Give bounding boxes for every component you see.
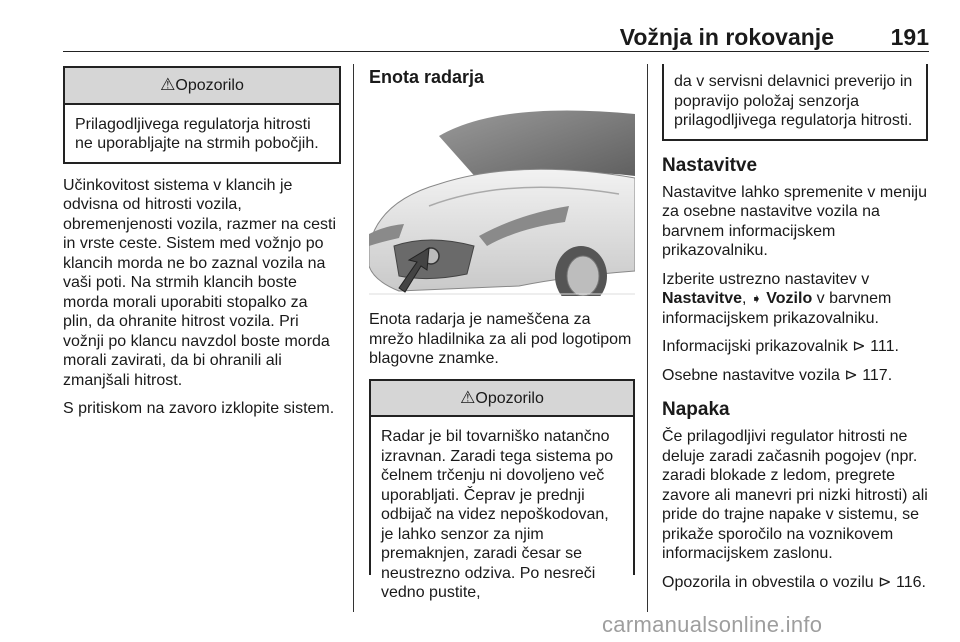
warning-header [371, 381, 633, 418]
middle-column [369, 66, 635, 601]
menu-path-vehicle: Vozilo [766, 290, 813, 307]
text: Opozorila in obvestila o vozilu [662, 573, 874, 591]
page-number: 191 [890, 24, 929, 50]
page-reference: 111. [870, 338, 899, 355]
chapter-title: Vožnja in rokovanje [619, 24, 834, 50]
text: , [742, 290, 751, 307]
text: Osebne nastavitve vozila [662, 366, 840, 384]
page-reference-icon: ⊳ [878, 573, 892, 591]
warning-box [369, 379, 635, 601]
text: v barvnem informacijskem prikazovalniku. [662, 290, 892, 327]
paragraph: S pritiskom na zavoro izklopite sistem. [63, 400, 335, 417]
page-reference: 117. [862, 366, 893, 384]
page-reference: 116. [895, 573, 926, 591]
warning-title: Opozorilo [475, 389, 544, 407]
paragraph [662, 337, 928, 357]
paragraph: Če prilagodljivi regulator hitrosti ne deluje zaradi začasnih pogojev (npr. zaradi blokade z ledom, pregrete zavore ali manevri pri nizki hitrosti) ali pride do trajne napake v sistemu, se prikaže sporočilo na voznikovem informacijskem zaslonu. [662, 428, 928, 562]
paragraph: Nastavitve lahko spremenite v meniju za osebne nastavitve vozila na barvnem informacijskem prikazovalniku. [662, 183, 928, 259]
watermark: carmanualsonline.info [602, 612, 823, 637]
page-reference-icon: ⊳ [844, 366, 858, 384]
paragraph [662, 366, 928, 386]
section-heading-settings: Nastavitve [662, 154, 758, 176]
column-divider-1 [353, 64, 354, 612]
warning-title: Opozorilo [175, 77, 244, 94]
page-reference-icon: ⊳ [852, 338, 866, 355]
car-radar-illustration [369, 96, 635, 296]
text: Informacijski prikazovalnik [662, 338, 848, 355]
section-heading-fault: Napaka [662, 399, 730, 420]
column-divider-2 [647, 64, 648, 612]
arrow-right-icon: ➧ [750, 291, 762, 306]
paragraph: Učinkovitost sistema v klancih je odvisna od hitrosti vozila, obremenjenosti vozila, razmer na cesti in vrste ceste. Sistem med vožnjo po klancih morda ne bo zaznal vozila na vaši poti. Na strmih klancih boste morda morali uporabiti stopalko za plin, da ohranite hitrost vozila. Pri vožnji po klancu navzdol boste morda morali zavirati, da bi ohranili ali zmanjšali hitrost. [63, 176, 337, 389]
paragraph [662, 270, 928, 329]
section-heading: Enota radarja [369, 67, 485, 87]
menu-path-settings: Nastavitve [662, 290, 743, 307]
warning-triangle-icon: ⚠ [160, 75, 176, 94]
page-header [63, 22, 929, 52]
warning-box [63, 66, 341, 164]
warning-continuation: da v servisni delavnici preverijo in popravijo položaj senzorja prilagodljivega regulatorja hitrosti. [662, 64, 928, 141]
warning-triangle-icon: ⚠ [460, 387, 476, 407]
image-caption: Enota radarja je nameščena za mrežo hladilnika za ali pod logotipom blagovne znamke. [369, 311, 632, 367]
text: Izberite ustrezno nastavitev v [662, 270, 870, 288]
warning-text: Prilagodljivega regulatorja hitrosti ne uporabljajte na strmih pobočjih. [75, 115, 319, 152]
header-rule [63, 51, 929, 52]
warning-text: Radar je bil tovarniško natančno izravnan. Zaradi tega sistema po čelnem trčenju ni dovoljeno več uporabljati. Čeprav je prednji odbijač na videz nepoškodovan, je lahko senzor za njim premaknjen, zaradi česar se neustrezno odziva. Po nesreči vedno pustite, [381, 428, 614, 601]
right-column [662, 64, 928, 601]
left-column [63, 66, 341, 428]
paragraph [662, 573, 928, 593]
warning-header [65, 68, 339, 105]
